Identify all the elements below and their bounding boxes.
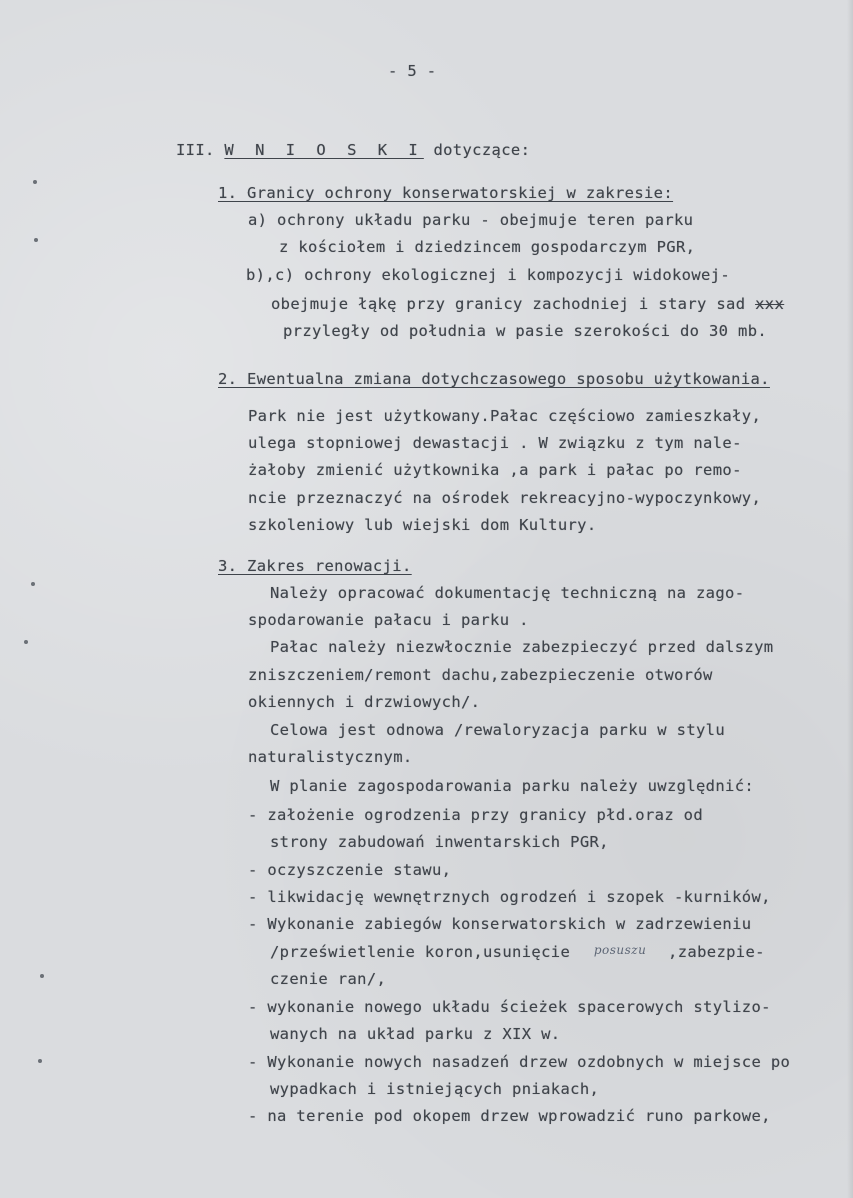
page-edge-shadow (847, 0, 853, 1198)
heading-rest: dotyczące: (433, 141, 531, 159)
section-2-line-2: ulega stopniowej dewastacji . W związku z tym nale- (248, 434, 742, 452)
bullet-fence: - założenie ogrodzenia przy granicy płd.oraz od (248, 806, 704, 824)
bullet-conservation-cont (270, 943, 765, 961)
bullet-conservation-tail: ,zabezpie- (668, 943, 765, 961)
section-3-line-1: Należy opracować dokumentację techniczną na zago- (270, 584, 745, 602)
section-1-line-4 (271, 295, 784, 313)
margin-mark (33, 180, 37, 184)
section-1-line-1: a) ochrony układu parku - obejmuje teren parku (248, 211, 694, 229)
section-3-line-5: okiennych i drzwiowych/. (248, 693, 481, 711)
section-3-line-3: Pałac należy niezwłocznie zabezpieczyć przed dalszym (270, 638, 774, 656)
section-1-title: 1. Granicy ochrony konserwatorskiej w zakresie: (218, 184, 674, 202)
bullet-sheds: - likwidację wewnętrznych ogrodzeń i szopek -kurników, (248, 888, 771, 906)
section-2-line-3: żałoby zmienić użytkownika ,a park i pałac po remo- (248, 461, 742, 479)
margin-mark (24, 640, 28, 644)
bullet-paths: - wykonanie nowego układu ścieżek spacerowych stylizo- (248, 998, 771, 1016)
bullet-plantings: - Wykonanie nowych nasadzeń drzew ozdobnych w miejsce po (248, 1053, 791, 1071)
section-3-line-7: naturalistycznym. (248, 748, 413, 766)
section-1-line-5: przyległy od południa w pasie szerokości do 30 mb. (283, 322, 768, 340)
section-2-line-1: Park nie jest użytkowany.Pałac częściowo zamieszkały, (248, 407, 762, 425)
section-3-title: 3. Zakres renowacji. (218, 557, 412, 575)
margin-mark (40, 974, 44, 978)
section-3-line-4: zniszczeniem/remont dachu,zabezpieczenie otworów (248, 666, 713, 684)
section-1-line-2: z kościołem i dziedzincem gospodarczym PGR, (279, 238, 696, 256)
bullet-conservation: - Wykonanie zabiegów konserwatorskich w zadrzewieniu (248, 915, 752, 933)
section-2-line-5: szkoleniowy lub wiejski dom Kultury. (248, 516, 597, 534)
bullet-undergrowth: - na terenie pod okopem drzew wprowadzić runo parkowe, (248, 1107, 771, 1125)
section-2-line-4: ncie przeznaczyć na ośrodek rekreacyjno-wypoczynkowy, (248, 489, 762, 507)
bullet-pond: - oczyszczenie stawu, (248, 861, 452, 879)
section-2-title: 2. Ewentualna zmiana dotychczasowego sposobu użytkowania. (218, 370, 770, 388)
section-1-line-3: b),c) ochrony ekologicznej i kompozycji widokowej- (246, 266, 731, 284)
margin-mark (38, 1059, 42, 1063)
heading-numeral: III. (176, 141, 215, 159)
bullet-paths-cont: wanych na układ parku z XIX w. (270, 1025, 561, 1043)
section-3-line-2: spodarowanie pałacu i parku . (248, 611, 529, 629)
struck-out-text: xxx (755, 295, 785, 313)
section-3-line-6: Celowa jest odnowa /rewaloryzacja parku w stylu (270, 721, 726, 739)
bullet-conservation-text: /prześwietlenie koron,usunięcie (270, 943, 571, 961)
section-1-line-4-text: obejmuje łąkę przy granicy zachodniej i stary sad (271, 295, 746, 313)
bullet-conservation-end: czenie ran/, (270, 970, 387, 988)
margin-mark (31, 582, 35, 586)
section-3-line-8: W planie zagospodarowania parku należy uwzględnić: (270, 777, 755, 795)
margin-mark (34, 238, 38, 242)
heading-title: W N I O S K I (224, 141, 424, 159)
bullet-plantings-cont: wypadkach i istniejących pniakach, (270, 1080, 600, 1098)
bullet-fence-cont: strony zabudowań inwentarskich PGR, (270, 833, 609, 851)
page-number: - 5 - (388, 62, 437, 80)
section-heading (176, 141, 530, 159)
handwritten-insert: posuszu (593, 943, 647, 957)
